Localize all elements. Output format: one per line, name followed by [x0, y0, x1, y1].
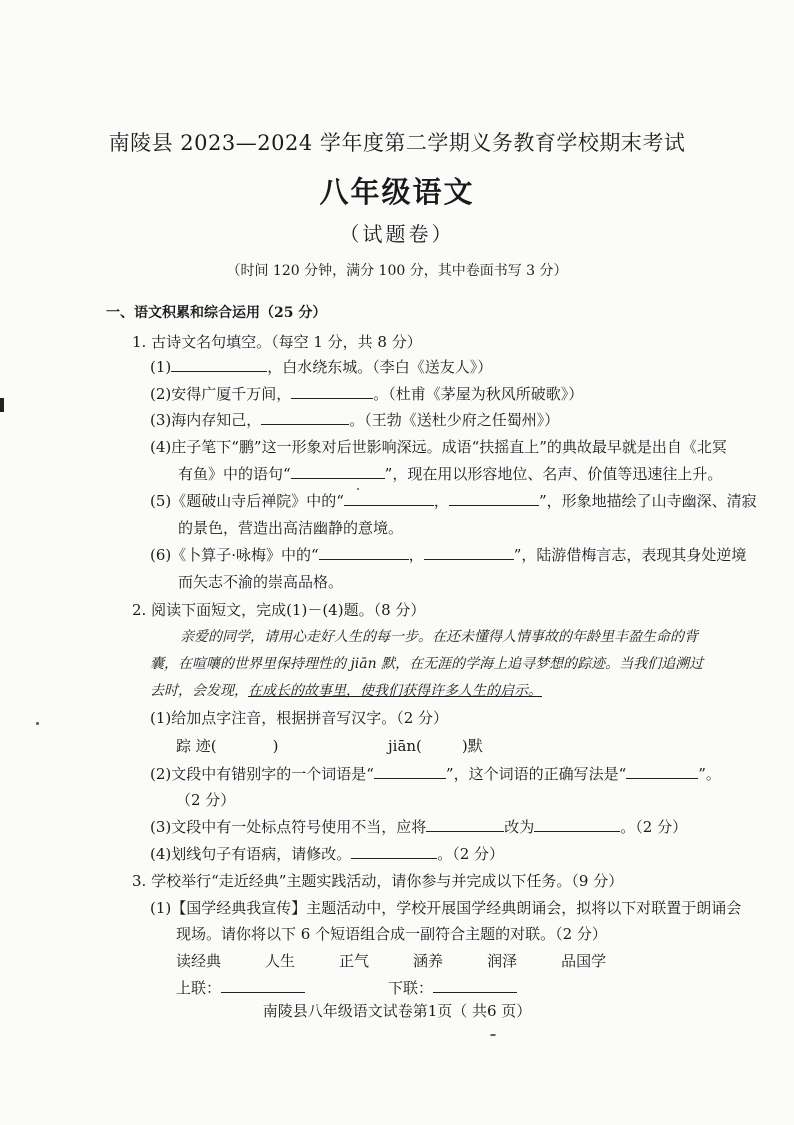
- q3-sub1-line1: (1)【国学经典我宣传】主题活动中，学校开展国学经典朗诵会，拟将以下对联置于朗诵会: [150, 899, 742, 917]
- phrase-item: 人生: [265, 952, 296, 970]
- q1-item5-post: ”，形象地描绘了山寺幽深、清寂: [538, 492, 757, 510]
- q1-item6-post: ”，陆游借梅言志，表现其身处逆境: [513, 546, 747, 564]
- q1-item6-line2: 而矢志不渝的崇高品格。: [178, 573, 344, 591]
- answer-blank[interactable]: [426, 817, 504, 832]
- answer-blank[interactable]: [626, 764, 698, 779]
- phrase-list: [176, 951, 650, 971]
- subject-title: 八年级语文: [319, 175, 475, 209]
- q2-sub3-post: 。（2 分）: [620, 818, 688, 836]
- q2-sub1: (1)给加点字注音，根据拼音写汉字。（2 分）: [150, 709, 449, 727]
- q1-item5-line2: 的景色，营造出高洁幽静的意境。: [178, 519, 404, 537]
- q1-item4-pre: 有鱼》中的语句“: [178, 465, 291, 483]
- answer-blank[interactable]: [374, 764, 446, 779]
- scan-speck: [490, 1034, 496, 1036]
- upper-couplet-blank[interactable]: [221, 978, 305, 993]
- q2-sub4-post: 。（2 分）: [437, 845, 505, 863]
- paper-type: （试题卷）: [339, 222, 455, 246]
- q2-sub1-b: [388, 736, 483, 756]
- answer-blank[interactable]: [449, 491, 539, 506]
- lower-couplet: [388, 978, 517, 998]
- q1-item3: [150, 410, 559, 430]
- zong-ji-label: 踪 迹(: [176, 737, 217, 755]
- q2-sub2: [150, 764, 721, 784]
- q2-sub2-post: ”。: [698, 765, 721, 783]
- phrase-item: 正气: [339, 952, 370, 970]
- phrase-item: 润泽: [487, 952, 518, 970]
- binding-margin-mark: [0, 243, 10, 323]
- passage-line3: [150, 681, 542, 701]
- upper-label: 上联：: [176, 979, 222, 997]
- q1-item4-line1: (4)庄子笔下“鹏”这一形象对后世影响深远。成语“扶摇直上”的典故最早就是出自《北冥: [150, 438, 727, 456]
- q1-item6: [150, 545, 746, 565]
- q1-item6-mid: ，: [408, 546, 424, 564]
- q1-item1-pre: (1): [150, 358, 172, 376]
- q2-sub4-pre: (4)划线句子有语病，请修改。: [150, 845, 352, 863]
- phrase-item: 读经典: [176, 952, 222, 970]
- q1-item3-post: 。（王勃《送杜少府之任蜀州》）: [349, 411, 560, 429]
- q1-item5: [150, 491, 757, 511]
- upper-couplet: [176, 978, 305, 998]
- q1-item1: [150, 357, 492, 377]
- answer-blank[interactable]: [291, 384, 373, 399]
- answer-blank[interactable]: [424, 545, 514, 560]
- answer-blank[interactable]: [351, 844, 437, 859]
- margin-bar: [0, 398, 4, 412]
- scan-speck: [36, 722, 39, 725]
- q3-stem: 3. 学校举行“走近经典”主题实践活动，请你参与并完成以下任务。（9 分）: [132, 872, 624, 890]
- section-heading: 一、语文积累和综合运用（25 分）: [106, 305, 327, 321]
- exam-title: 南陵县 2023—2024 学年度第二学期义务教育学校期末考试: [108, 131, 686, 155]
- q3-sub1-line2: 现场。请你将以下 6 个短语组合成一副符合主题的对联。（2 分）: [176, 925, 607, 943]
- answer-blank[interactable]: [319, 545, 409, 560]
- scan-speck: [357, 488, 359, 490]
- q2-sub4: [150, 844, 504, 864]
- answer-blank[interactable]: [344, 491, 434, 506]
- passage-line1: 亲爱的同学，请用心走好人生的每一步。在还未懂得人情事故的年龄里丰盈生命的背: [180, 629, 698, 645]
- passage-line3-pre: 去时，会发现，: [150, 683, 248, 699]
- phrase-item: 涵养: [413, 952, 444, 970]
- close-paren: ): [272, 737, 279, 755]
- q1-item1-post: ，白水绕东城。（李白《送友人》）: [267, 358, 493, 376]
- lower-label: 下联：: [388, 979, 434, 997]
- q1-item6-pre: (6)《卜算子·咏梅》中的“: [150, 546, 319, 564]
- q1-item5-pre: (5)《题破山寺后禅院》中的“: [150, 492, 344, 510]
- exam-info: （时间 120 分钟，满分 100 分，其中卷面书写 3 分）: [226, 263, 568, 279]
- q2-stem: 2. 阅读下面短文，完成(1)－(4)题。（8 分）: [132, 601, 426, 619]
- underlined-sentence: 在成长的故事里，使我们获得许多人生的启示。: [248, 683, 542, 699]
- passage-line2: 囊，在喧嚷的世界里保持理性的 jiān 默，在无涯的学海上追寻梦想的踪迹。当我们追溯过: [150, 656, 704, 672]
- q1-item2: [150, 384, 583, 404]
- q2-sub2-score: （2 分）: [176, 791, 236, 809]
- q1-item4-post: ”，现在用以形容地位、名声、价值等迅速往上升。: [384, 465, 723, 483]
- q2-sub3-pre: (3)文段中有一处标点符号使用不当，应将: [150, 818, 427, 836]
- q1-item4-line2: [178, 464, 722, 484]
- q2-sub3: [150, 817, 687, 837]
- q1-item3-pre: (3)海内存知己，: [150, 411, 262, 429]
- close-paren-mo: )默: [461, 737, 483, 755]
- q1-item2-post: 。（杜甫《茅屋为秋风所破歌》）: [373, 385, 584, 403]
- page-footer: 南陵县八年级语文试卷第1页（ 共6 页）: [262, 1002, 532, 1020]
- q2-sub2-pre: (2)文段中有错别字的一个词语是“: [150, 765, 374, 783]
- q2-sub3-mid: 改为: [504, 818, 535, 836]
- lower-couplet-blank[interactable]: [433, 978, 517, 993]
- jian-label: jiān(: [388, 737, 422, 755]
- answer-blank[interactable]: [171, 357, 267, 372]
- answer-blank[interactable]: [534, 817, 620, 832]
- phrase-item: 品国学: [561, 952, 607, 970]
- q2-sub2-mid: ”，这个词语的正确写法是“: [445, 765, 627, 783]
- answer-blank[interactable]: [261, 410, 349, 425]
- q1-item5-mid: ，: [433, 492, 449, 510]
- answer-blank[interactable]: [291, 464, 385, 479]
- q1-stem: 1. 古诗文名句填空。（每空 1 分，共 8 分）: [132, 333, 422, 351]
- q1-item2-pre: (2)安得广厦千万间，: [150, 385, 292, 403]
- q2-sub1-a: [176, 736, 278, 756]
